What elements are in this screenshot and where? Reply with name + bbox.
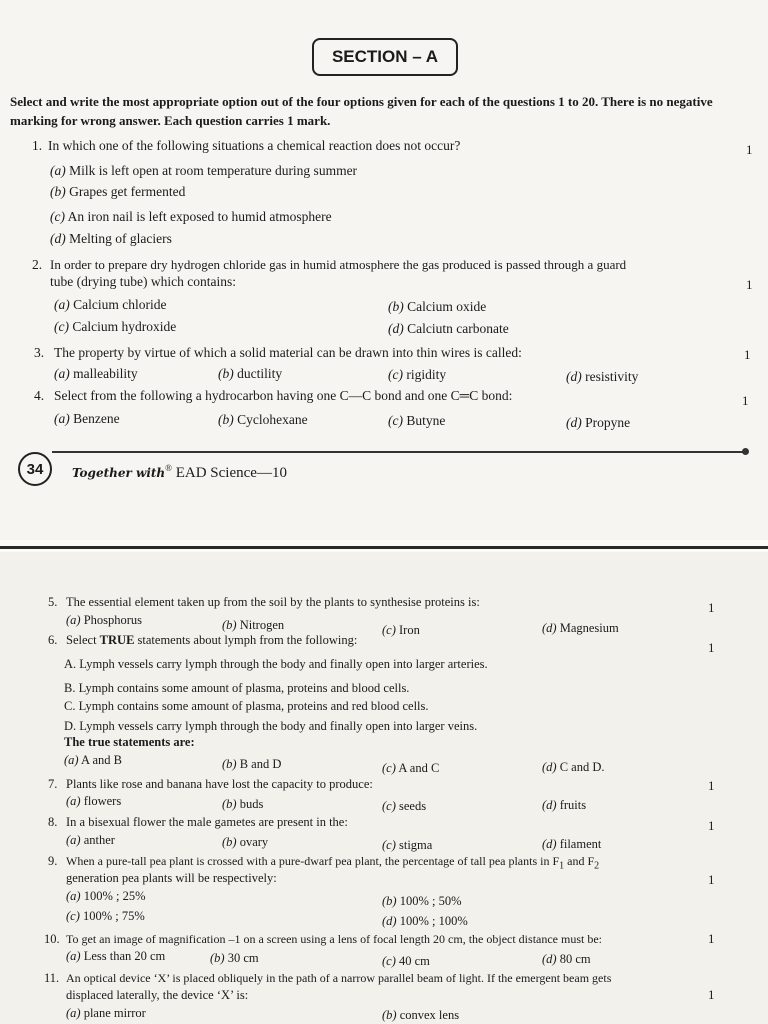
section-title: [312, 38, 458, 76]
question-text: To get an image of magnification –1 on a screen using a lens of focal length 20 cm, the object distance must be:: [66, 932, 602, 946]
option: (a) flowers: [66, 794, 122, 808]
option: (a) Phosphorus: [66, 613, 143, 627]
option: (d) C and D.: [542, 760, 605, 774]
statement: A. Lymph vessels carry lymph through the body and finally open into larger arteries.: [64, 657, 488, 671]
marks: 1: [708, 931, 715, 946]
question-number: 4.: [34, 388, 45, 403]
question-text: An optical device ‘X’ is placed obliquely in the path of a narrow parallel beam of light. If the emergent beam gets: [66, 971, 612, 985]
question-text: When a pure-tall pea plant is crossed with a pure-dwarf pea plant, the percentage of tall pea plants in $F_1$ and $F_2$: [66, 854, 600, 872]
option: (a) Less than 20 cm: [66, 949, 166, 963]
option: (c) seeds: [382, 799, 427, 813]
option: (b) Calcium oxide: [388, 299, 487, 314]
marks: 1: [708, 872, 715, 887]
page-divider: [0, 540, 768, 552]
statement: D. Lymph vessels carry lymph through the body and finally open into larger veins.: [64, 719, 478, 733]
question-text: Plants like rose and banana have lost the capacity to produce:: [66, 777, 373, 791]
question-number: 9.: [48, 854, 58, 868]
option: (d) Calciutn carbonate: [388, 321, 509, 336]
option: (a) 100% ; 25%: [66, 889, 146, 903]
question-number: 8.: [48, 815, 58, 829]
question-text: displaced laterally, the device ‘X’ is:: [66, 988, 249, 1002]
question-text: In order to prepare dry hydrogen chloride gas in humid atmosphere the gas produced is passed through a guard: [50, 257, 627, 272]
marks: 1: [744, 347, 751, 362]
option: (b) B and D: [222, 757, 282, 771]
option: (d) filament: [542, 837, 602, 851]
option: (b) ovary: [222, 835, 269, 849]
option: (c) Calcium hydroxide: [54, 319, 177, 334]
statement: B. Lymph contains some amount of plasma, proteins and blood cells.: [64, 681, 410, 695]
option: (c) rigidity: [388, 367, 447, 382]
option: (d) Magnesium: [542, 621, 619, 635]
question-text: In which one of the following situations a chemical reaction does not occur?: [48, 138, 461, 153]
marks: 1: [742, 393, 749, 408]
option: (d) 100% ; 100%: [382, 914, 468, 928]
section-title-text: SECTION – A: [331, 47, 439, 66]
option: (c) Iron: [382, 623, 420, 637]
option: (d) Melting of glaciers: [50, 231, 172, 246]
option: (a) anther: [66, 833, 115, 847]
question-number: 7.: [48, 777, 58, 791]
question-text: Select TRUE statements about lymph from the following:: [66, 633, 358, 647]
marks: 1: [708, 987, 715, 1002]
option: (a) Milk is left open at room temperature during summer: [50, 163, 358, 178]
true-statements-label: The true statements are:: [64, 735, 195, 749]
question-number: 2.: [32, 257, 43, 272]
statement: C. Lymph contains some amount of plasma, proteins and red blood cells.: [64, 699, 429, 713]
question-text: The essential element taken up from the soil by the plants to synthesise proteins is:: [66, 595, 480, 609]
question-number: 1.: [32, 138, 43, 153]
option: (d) 80 cm: [542, 952, 591, 966]
option: (b) 30 cm: [210, 951, 259, 965]
marks: 1: [746, 142, 753, 157]
question-text: The property by virtue of which a solid material can be drawn into thin wires is called:: [54, 345, 522, 360]
marks: 1: [708, 600, 715, 615]
option: (c) Butyne: [388, 413, 446, 428]
question-text: tube (drying tube) which contains:: [50, 274, 236, 289]
footer-rule-end: [742, 448, 749, 455]
marks: 1: [708, 640, 715, 655]
question-number: 5.: [48, 595, 58, 609]
brand-logo: Together with: [72, 466, 166, 480]
option: (d) Propyne: [566, 415, 631, 430]
question-text: Select from the following a hydrocarbon having one C—C bond and one C═C bond:: [54, 388, 513, 403]
marks: 1: [708, 778, 715, 793]
option: (b) Nitrogen: [222, 618, 285, 632]
question-text: In a bisexual flower the male gametes are present in the:: [66, 815, 348, 829]
option: (d) fruits: [542, 798, 587, 812]
option: (a) plane mirror: [66, 1006, 146, 1020]
footer-rule: [52, 451, 746, 453]
option: (b) convex lens: [382, 1008, 460, 1022]
option: (c) stigma: [382, 838, 433, 852]
option: (c) 100% ; 75%: [66, 909, 145, 923]
question-number: 10.: [44, 932, 60, 946]
option: (a) Calcium chloride: [54, 297, 167, 312]
instructions: Select and write the most appropriate option out of the four options given for each of the questions 1 to 20. There is no negative marking for wrong answer. Each question carries 1 mark.: [10, 94, 713, 128]
question-text: generation pea plants will be respectively:: [66, 871, 277, 885]
marks: 1: [708, 818, 715, 833]
marks: 1: [746, 277, 753, 292]
option: (c) 40 cm: [382, 954, 430, 968]
option: (c) An iron nail is left exposed to humid atmosphere: [50, 209, 332, 224]
option: (b) Cyclohexane: [218, 412, 308, 427]
option: (b) ductility: [218, 366, 283, 381]
option: (c) A and C: [382, 761, 440, 775]
option: (d) resistivity: [566, 369, 639, 384]
question-number: 11.: [44, 971, 60, 985]
question-number: 3.: [34, 345, 45, 360]
option: (b) 100% ; 50%: [382, 894, 462, 908]
question-number: 6.: [48, 633, 58, 647]
page-number: 34: [18, 452, 52, 486]
footer-book-title: Together with® EAD Science—10: [72, 463, 287, 481]
option: (a) Benzene: [54, 411, 120, 426]
option: (b) Grapes get fermented: [50, 184, 186, 199]
option: (b) buds: [222, 797, 264, 811]
option: (a) malleability: [54, 366, 138, 381]
option: (a) A and B: [64, 753, 122, 767]
